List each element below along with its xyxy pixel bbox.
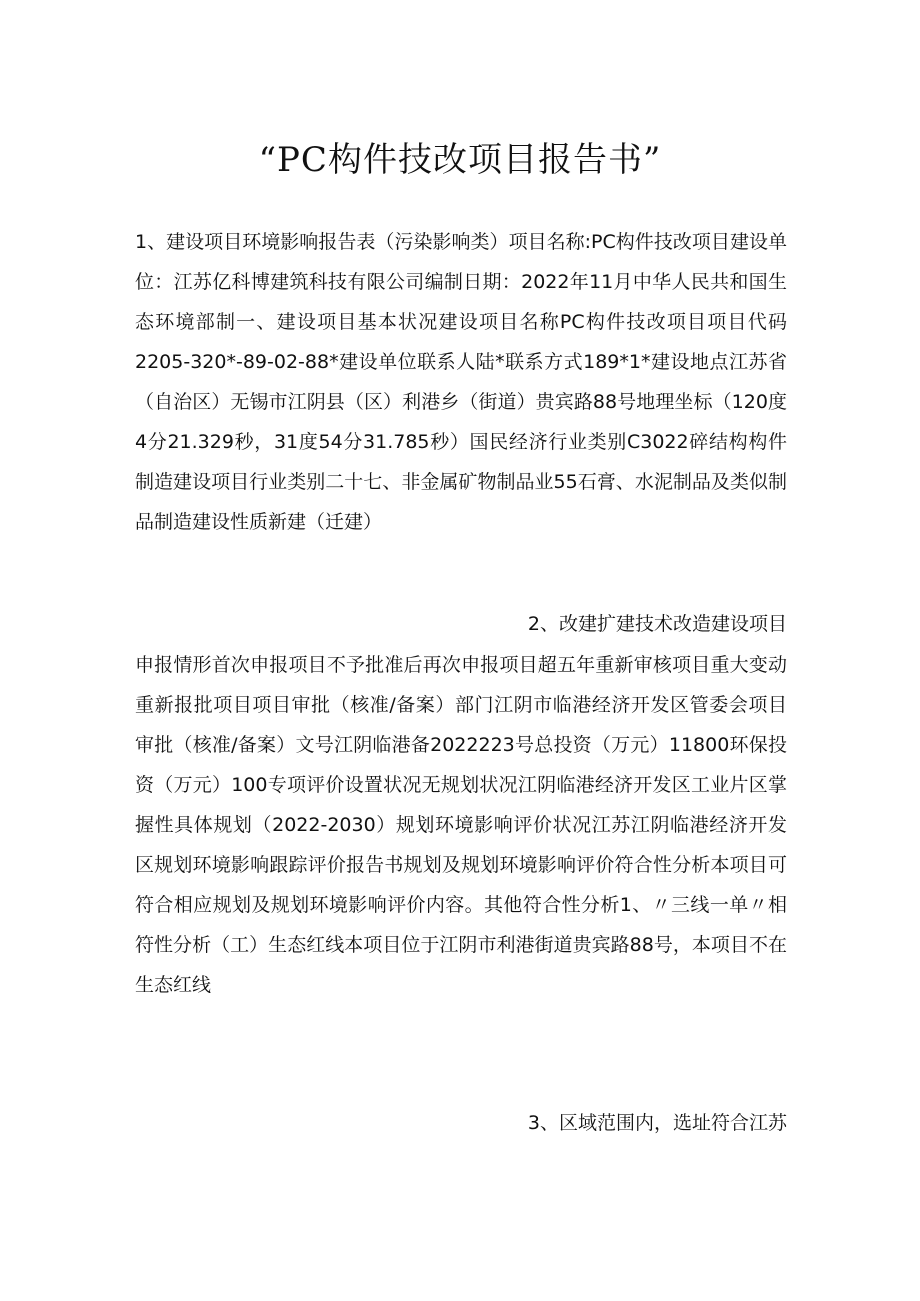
paragraph-3: 申报情形首次申报项目不予批准后再次申报项目超五年重新审核项目重大变动重新报批项目项目审批（核准/备案）部门江阴市临港经济开发区管委会项目审批（核准/备案）文号江阴临港备2022223号总投资（万元）11800环保投资（万元）100专项评价设置状况无规划状况江阴临港经济开发区工业片区掌握性具体规划（2022-2030）规划环境影响评价状况江苏江阴临港经济开发区规划环境影响跟踪评价报告书规划及规划环境影响评价符合性分析本项目可符合相应规划及规划环境影响评价内容。其他符合性分析1、〃三线一单〃相符性分析（工）生态红线本项目位于江阴市利港街道贵宾路88号，本项目不在生态红线	[135, 654, 787, 996]
document-title: “PC构件技改项目报告书”	[258, 140, 662, 180]
paragraph-2: 2、改建扩建技术改造建设项目	[527, 613, 787, 635]
paragraph-1: 1、建设项目环境影响报告表（污染影响类）项目名称:PC构件技改项目建设单位：江苏亿科博建筑科技有限公司编制日期：2022年11月中华人民共和国生态环境部制一、建设项目基本状况建设项目名称PC构件技改项目项目代码2205-320*-89-02-88*建设单位联系人陆*联系方式189*1*建设地点江苏省（自治区）无锡市江阴县（区）利港乡（街道）贵宾路88号地理坐标（120度4分21.329秒，31度54分31.785秒）国民经济行业类别C3022碎结构构件制造建设项目行业类别二十七、非金属矿物制品业55石膏、水泥制品及类似制品制造建设性质新建（迁建）	[135, 231, 787, 533]
paragraph-4: 3、区域范围内，选址符合江苏	[527, 1112, 787, 1134]
